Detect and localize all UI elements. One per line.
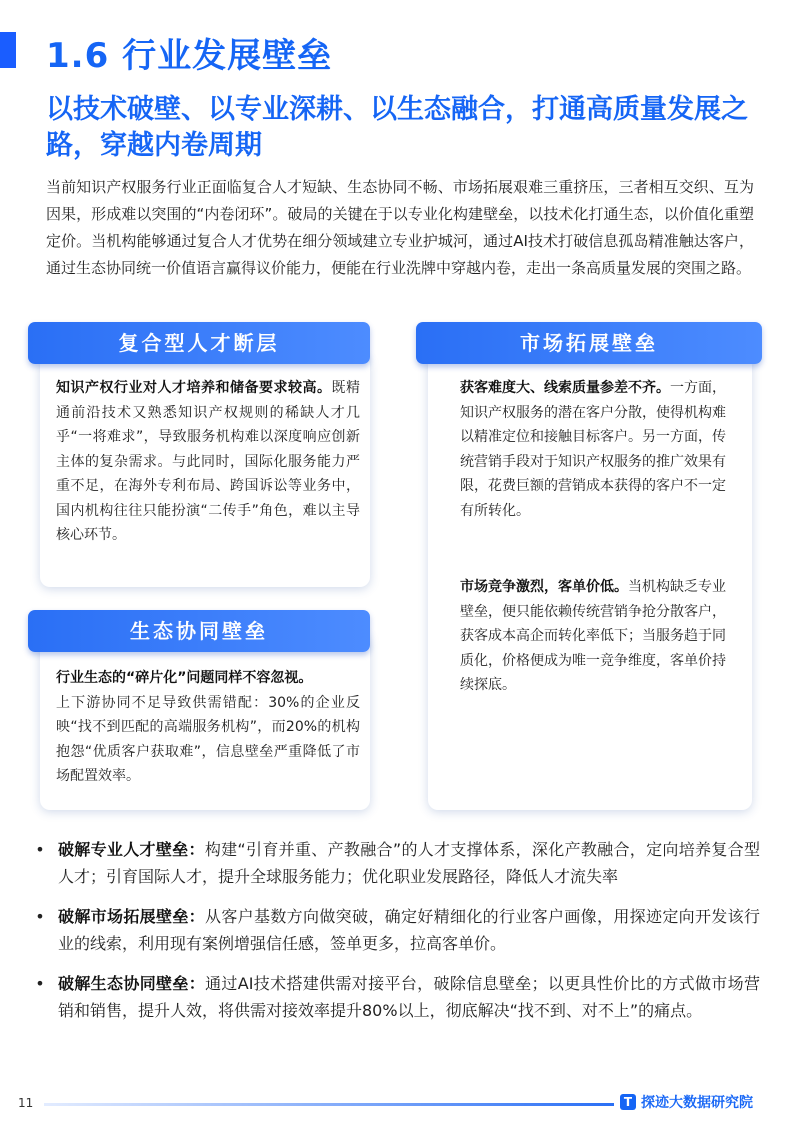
market-card-lead-2: 市场竞争激烈，客单价低。 bbox=[460, 579, 628, 595]
page-title: 1.6 行业发展壁垒 bbox=[46, 36, 333, 76]
ecosystem-card-header: 生态协同壁垒 bbox=[28, 610, 370, 652]
talent-card-body: 既精通前沿技术又熟悉知识产权规则的稀缺人才几乎“一将难求”，导致服务机构难以深度响应创新主体的复杂需求。与此同时，国际化服务能力严重不足，在海外专利布局、跨国诉讼等业务中，国内机构往往只能扮演“二传手”角色，难以主导核心环节。 bbox=[56, 380, 360, 543]
ecosystem-card-body: 上下游协同不足导致供需错配：30%的企业反映“找不到匹配的高端服务机构”，而20%的机构抱怨“优质客户获取难”，信息壁垒严重降低了市场配置效率。 bbox=[56, 694, 360, 784]
market-card-text-1 bbox=[460, 376, 726, 523]
footer-divider bbox=[44, 1103, 614, 1106]
market-card-text-2 bbox=[460, 575, 726, 698]
ecosystem-card-lead: 行业生态的“碎片化”问题同样不容忽视。 bbox=[56, 670, 313, 686]
list-item-text: 从客户基数方向做突破，确定好精细化的行业客户画像，用探迹定向开发该行业的线索，利用现有案例增强信任感，签单更多，拉高客单价。 bbox=[58, 907, 760, 953]
list-item-text: 通过AI技术搭建供需对接平台，破除信息壁垒；以更具性价比的方式做市场营销和销售，提升人效，将供需对接效率提升80%以上，彻底解决“找不到、对不上”的痛点。 bbox=[58, 974, 760, 1020]
market-card-body-2: 当机构缺乏专业壁垒，便只能依赖传统营销争抢分散客户，获客成本高企而转化率低下；当服务趋于同质化，价格便成为唯一竞争维度，客单价持续探底。 bbox=[460, 579, 726, 693]
title-accent-bar bbox=[0, 32, 16, 68]
market-card-header: 市场拓展壁垒 bbox=[416, 322, 762, 364]
list-item-lead: 破解生态协同壁垒： bbox=[58, 974, 206, 993]
list-item bbox=[30, 970, 760, 1024]
talent-card-header: 复合型人才断层 bbox=[28, 322, 370, 364]
talent-card-text bbox=[56, 376, 360, 548]
list-item-lead: 破解市场拓展壁垒： bbox=[58, 907, 205, 926]
page-number: 11 bbox=[18, 1096, 34, 1110]
market-card-body-1: 一方面，知识产权服务的潜在客户分散，使得机构难以精准定位和接触目标客户。另一方面，传统营销手段对于知识产权服务的推广效果有限，花费巨额的营销成本获得的客户不一定有所转化。 bbox=[460, 380, 726, 519]
solution-list bbox=[30, 836, 760, 1037]
list-item-lead: 破解专业人才壁垒： bbox=[58, 840, 205, 859]
bullet-icon: • bbox=[35, 840, 45, 859]
talent-card-lead: 知识产权行业对人才培养和储备要求较高。 bbox=[56, 380, 332, 396]
list-item bbox=[30, 836, 760, 890]
list-item-text: 构建“引育并重、产教融合”的人才支撑体系，深化产教融合，定向培养复合型人才；引育国际人才，提升全球服务能力；优化职业发展路径，降低人才流失率 bbox=[58, 840, 760, 886]
intro-paragraph: 当前知识产权服务行业正面临复合人才短缺、生态协同不畅、市场拓展艰难三重挤压，三者相互交织、互为因果，形成难以突围的“内卷闭环”。破局的关键在于以专业化构建壁垒，以技术化打通生态，以价值化重塑定价。当机构能够通过复合人才优势在细分领域建立专业护城河，通过AI技术打破信息孤岛精准触达客户，通过生态协同统一价值语言赢得议价能力，便能在行业洗牌中穿越内卷，走出一条高质量发展的突围之路。 bbox=[46, 178, 754, 277]
page-subtitle: 以技术破壁、以专业深耕、以生态融合，打通高质量发展之路，穿越内卷周期 bbox=[46, 94, 748, 161]
brand-logo-icon: T bbox=[620, 1094, 636, 1110]
bullet-icon: • bbox=[35, 974, 45, 993]
footer-brand bbox=[620, 1092, 753, 1112]
ecosystem-card-text bbox=[56, 666, 360, 789]
brand-name: 探迹大数据研究院 bbox=[641, 1095, 753, 1111]
market-card-lead-1: 获客难度大、线索质量参差不齐。 bbox=[460, 380, 670, 396]
bullet-icon: • bbox=[35, 907, 45, 926]
list-item bbox=[30, 903, 760, 957]
